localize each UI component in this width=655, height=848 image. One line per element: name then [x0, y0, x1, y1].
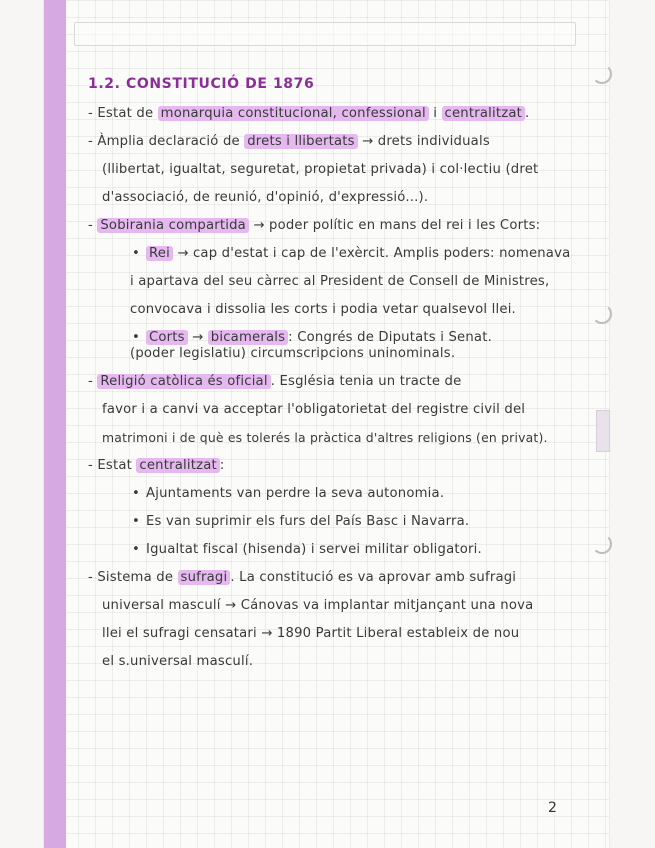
text: - [88, 374, 98, 389]
text: → [187, 330, 208, 345]
highlight: centralitzat [442, 106, 525, 121]
text: i [428, 106, 442, 121]
text: → drets individuals [357, 134, 490, 149]
note-line [88, 100, 598, 128]
highlight: bicamerals [208, 330, 288, 345]
note-line: favor i a canvi va acceptar l'obligatorietat del registre civil del [102, 402, 526, 417]
text: Igualtat fiscal (hisenda) i servei militar obligatori. [146, 542, 482, 557]
note-line [88, 480, 598, 508]
note-line: i apartava del seu càrrec al President de Consell de Ministres, [130, 274, 550, 289]
note-line: el s.universal masculí. [102, 654, 254, 669]
text: Es van suprimir els furs del País Basc i Navarra. [146, 514, 470, 529]
note-line: llei el sufragi censatari → 1890 Partit Liberal estableix de nou [102, 626, 520, 641]
highlight: Religió catòlica és oficial [97, 374, 270, 389]
highlight: sufragi [178, 570, 231, 585]
note-line [88, 128, 598, 156]
text: - [88, 218, 98, 233]
section-title: 1.2. CONSTITUCIÓ DE 1876 [88, 76, 315, 92]
text: : Congrés de Diputats i Senat. [288, 330, 492, 345]
bullet-dot-icon: • [132, 542, 140, 557]
text: . Església tenia un tracte de [270, 374, 462, 389]
highlight: Rei [146, 246, 173, 261]
bullet-dot-icon: • [132, 246, 140, 261]
page-tab [596, 410, 610, 452]
header-box [74, 22, 576, 46]
text: - Àmplia declaració de [88, 134, 245, 149]
note-line [88, 536, 598, 564]
highlight: centralitzat [136, 458, 219, 473]
note-line [88, 564, 598, 592]
highlight: Corts [146, 330, 188, 345]
highlight: Sobirania compartida [97, 218, 249, 233]
note-line [88, 452, 598, 480]
page-number: 2 [548, 800, 557, 816]
note-line [88, 240, 598, 268]
note-line: matrimoni i de què es tolerés la pràctica d'altres religions (en privat). [102, 430, 548, 445]
note-line: (poder legislatiu) circumscripcions uninominals. [130, 346, 456, 361]
note-line: universal masculí → Cánovas va implantar mitjançant una nova [102, 598, 534, 613]
text: . [524, 106, 530, 121]
bullet-dot-icon: • [132, 486, 140, 501]
note-line: (llibertat, igualtat, seguretat, propietat privada) i col·lectiu (dret [102, 162, 539, 177]
note-line [88, 330, 598, 346]
bullet-dot-icon: • [132, 514, 140, 529]
highlight: monarquia constitucional, confessional [158, 106, 429, 121]
text: - Sistema de [88, 570, 178, 585]
text: : [219, 458, 225, 473]
text: - Estat [88, 458, 137, 473]
text: Ajuntaments van perdre la seva autonomia. [146, 486, 445, 501]
note-line: d'associació, de reunió, d'opinió, d'expressió...). [102, 190, 429, 205]
note-line [88, 212, 598, 240]
note-line: convocava i dissolia les corts i podia vetar qualsevol llei. [130, 302, 516, 317]
text: → cap d'estat i cap de l'exèrcit. Amplis poders: nomenava [172, 246, 571, 261]
bullet-dot-icon: • [132, 330, 140, 345]
note-line [88, 368, 598, 396]
text: - Estat de [88, 106, 158, 121]
text: . La constitució es va aprovar amb sufragi [230, 570, 517, 585]
text: → poder polític en mans del rei i les Corts: [248, 218, 541, 233]
highlight: drets i llibertats [244, 134, 358, 149]
note-line [88, 508, 598, 536]
margin-strip [44, 0, 66, 848]
notes-content [88, 70, 598, 676]
